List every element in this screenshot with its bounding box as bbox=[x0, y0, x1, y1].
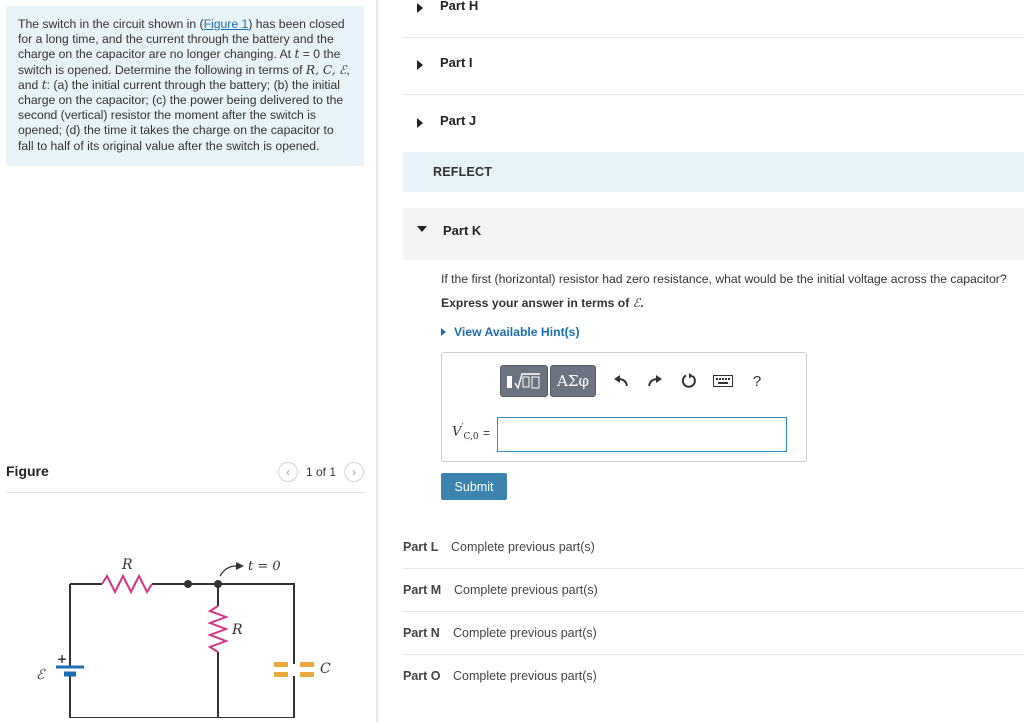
part-i-row[interactable] bbox=[403, 37, 1024, 95]
problem-text: : (a) the initial current through the battery; (b) the initial charge on the capacitor; (c) the power being delivered to the second (vertical) resistor the moment after the switch is opened; (d) the time it takes the charge on the capacitor to fall to half of its original value after the switch is opened. bbox=[18, 77, 344, 153]
reset-icon[interactable] bbox=[672, 365, 706, 397]
problem-text: , and bbox=[18, 62, 350, 92]
var-t: t bbox=[41, 77, 47, 92]
greek-symbols-button[interactable]: ΑΣφ bbox=[550, 365, 596, 397]
var-emf: ℰ bbox=[632, 296, 641, 310]
express-text: . bbox=[640, 296, 644, 310]
answer-box bbox=[441, 352, 807, 462]
var-main: V bbox=[452, 424, 462, 440]
answer-input[interactable] bbox=[497, 417, 787, 452]
part-n-row bbox=[403, 611, 1024, 655]
part-j-row[interactable] bbox=[403, 95, 1024, 153]
parts-column bbox=[378, 0, 1024, 722]
keyboard-icon[interactable] bbox=[706, 365, 740, 397]
label-switch-time: t = 0 bbox=[248, 559, 281, 574]
resistor-top bbox=[102, 576, 152, 592]
reflect-banner bbox=[403, 152, 1024, 192]
problem-column bbox=[0, 0, 376, 722]
chevron-right-icon[interactable]: › bbox=[344, 462, 364, 482]
reflect-label: REFLECT bbox=[433, 165, 493, 179]
label-plus: + bbox=[57, 652, 68, 666]
problem-text: The switch in the circuit shown in ( bbox=[18, 17, 204, 31]
undo-icon[interactable] bbox=[604, 365, 638, 397]
resistor-vertical bbox=[210, 606, 226, 652]
answer-variable bbox=[452, 423, 479, 442]
var-prime: ′ bbox=[461, 423, 464, 433]
label-r-top: R bbox=[122, 557, 133, 573]
express-instruction bbox=[441, 296, 643, 310]
wire bbox=[240, 584, 294, 718]
part-label: Part J bbox=[440, 113, 477, 128]
var-subscript: C,0 bbox=[463, 431, 479, 442]
switch-arrow bbox=[220, 566, 236, 576]
part-l-row bbox=[403, 525, 1024, 569]
var-rc: R, C, bbox=[305, 62, 336, 77]
part-h-row[interactable] bbox=[403, 0, 1024, 38]
part-label: Part O bbox=[403, 669, 441, 683]
label-emf: ℰ bbox=[36, 667, 45, 683]
chevron-left-icon[interactable]: ‹ bbox=[278, 462, 298, 482]
caret-right-icon bbox=[417, 3, 423, 13]
var-t: t bbox=[294, 47, 300, 62]
problem-text: = 0 the switch is opened. Determine the following in terms of bbox=[18, 47, 341, 77]
label-capacitor: C bbox=[320, 661, 331, 677]
figure-title: Figure bbox=[6, 463, 49, 479]
caret-down-icon bbox=[417, 226, 427, 232]
part-label: Part I bbox=[440, 55, 473, 70]
view-hints-link[interactable] bbox=[441, 325, 580, 339]
question-text: If the first (horizontal) resistor had zero resistance, what would be the initial voltage across the capacitor? bbox=[441, 272, 1007, 286]
figure-link[interactable]: Figure 1 bbox=[203, 17, 249, 31]
var-emf: ℰ bbox=[339, 62, 347, 77]
part-m-row bbox=[403, 568, 1024, 612]
part-label: Part N bbox=[403, 626, 440, 640]
label-r-vertical: R bbox=[232, 622, 243, 638]
switch-arrowhead bbox=[236, 562, 244, 570]
redo-icon[interactable] bbox=[638, 365, 672, 397]
part-label: Part H bbox=[440, 0, 479, 13]
problem-statement bbox=[6, 6, 364, 166]
express-text: Express your answer in terms of bbox=[441, 296, 633, 310]
locked-message: Complete previous part(s) bbox=[453, 669, 597, 683]
junction-dot bbox=[214, 580, 222, 588]
hint-label: View Available Hint(s) bbox=[454, 325, 580, 339]
part-k-header[interactable] bbox=[403, 208, 1024, 260]
circuit-diagram bbox=[30, 548, 350, 718]
part-label: Part K bbox=[443, 223, 482, 238]
submit-button[interactable]: Submit bbox=[441, 473, 507, 500]
junction-dot bbox=[184, 580, 192, 588]
part-label: Part L bbox=[403, 540, 439, 554]
figure-page-count: 1 of 1 bbox=[305, 465, 336, 479]
part-o-row bbox=[403, 654, 1024, 697]
caret-right-icon bbox=[417, 118, 423, 128]
help-button[interactable]: ? bbox=[752, 372, 762, 390]
equals-sign: = bbox=[483, 426, 491, 440]
locked-message: Complete previous part(s) bbox=[451, 540, 595, 554]
math-template-icon[interactable] bbox=[500, 365, 548, 397]
locked-message: Complete previous part(s) bbox=[454, 583, 598, 597]
problem-text: ) has been closed for a long time, and the current through the battery and the charge on the capacitor are no longer changing. At bbox=[18, 17, 345, 62]
caret-right-icon bbox=[417, 60, 423, 70]
figure-header bbox=[6, 458, 364, 493]
caret-right-icon bbox=[441, 328, 446, 336]
part-label: Part M bbox=[403, 583, 442, 597]
math-toolbar bbox=[500, 365, 774, 397]
figure-pager bbox=[278, 462, 364, 482]
locked-message: Complete previous part(s) bbox=[453, 626, 597, 640]
